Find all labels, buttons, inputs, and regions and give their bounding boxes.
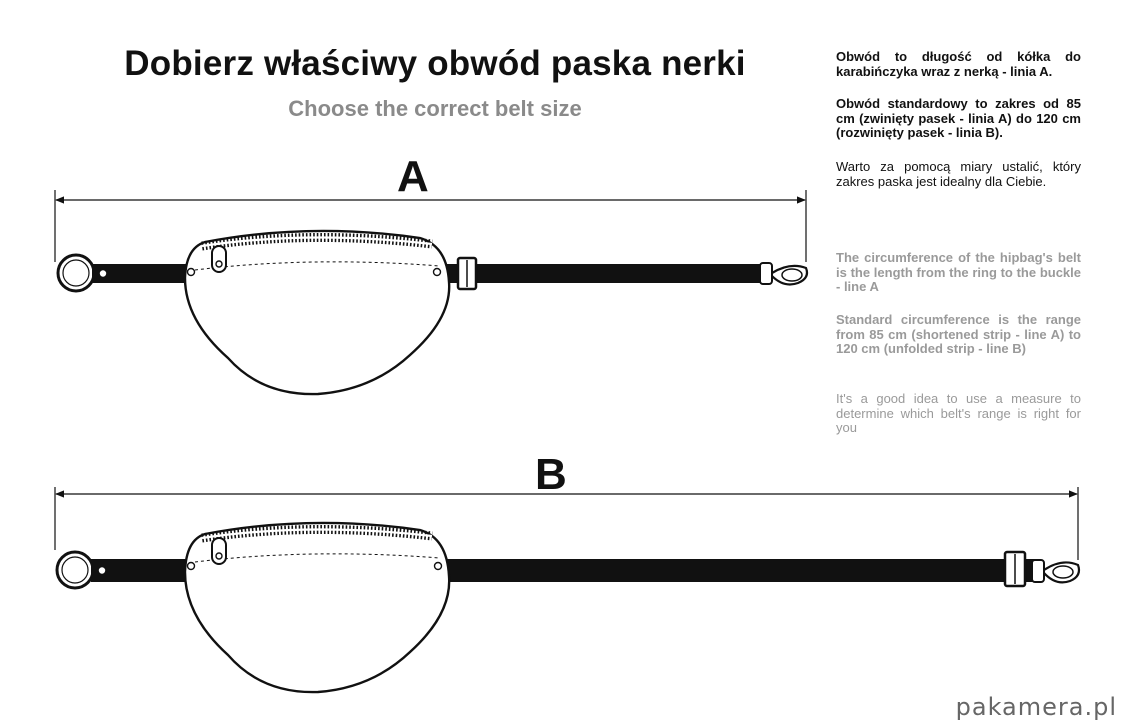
info-en-paragraph-3: It's a good idea to use a measure to determine which belt's range is right for you — [836, 391, 1081, 435]
info-pl-paragraph-2: Obwód standardowy to zakres od 85 cm (zwinięty pasek - linia A) do 120 cm (rozwinięty pasek - linia B). — [836, 96, 1081, 140]
watermark-logo: pakamera.pl — [955, 693, 1117, 721]
info-pl-paragraph-1: Obwód to długość od kółka do karabińczyka wraz z nerką - linia A. — [836, 49, 1081, 79]
info-pl-paragraph-3: Warto za pomocą miary ustalić, który zakres paska jest idealny dla Ciebie. — [836, 159, 1081, 189]
page-title: Dobierz właściwy obwód paska nerki — [124, 44, 746, 83]
info-en-paragraph-1: The circumference of the hipbag's belt is the length from the ring to the buckle - line A — [836, 250, 1081, 294]
info-en-paragraph-2: Standard circumference is the range from 85 cm (shortened strip - line A) to 120 cm (unfolded strip - line B) — [836, 312, 1081, 356]
line-b-label: B — [535, 450, 567, 499]
belt-a — [58, 231, 807, 394]
line-a-label: A — [397, 152, 429, 201]
belt-b — [57, 523, 1079, 692]
page-subtitle: Choose the correct belt size — [288, 96, 582, 121]
